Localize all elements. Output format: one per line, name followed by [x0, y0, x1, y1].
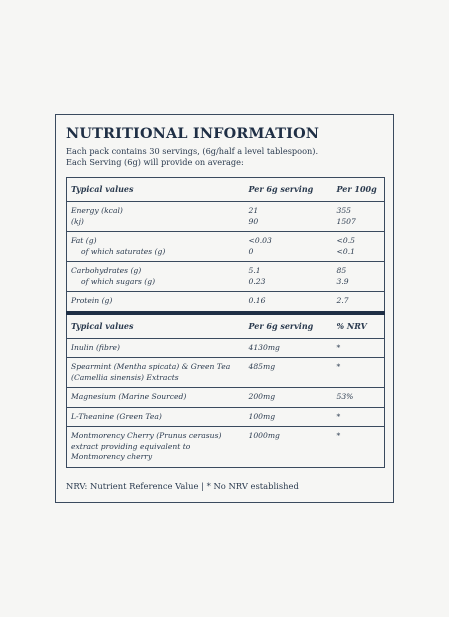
table-row-fat: [67, 232, 385, 262]
per100-value: <0.5: [336, 236, 355, 245]
serving-value: 90: [248, 216, 259, 226]
serving-value: 5.1: [248, 266, 261, 275]
per100-value: 355: [336, 206, 351, 215]
nrv-value: *: [336, 342, 341, 352]
per100-value: 85: [336, 266, 347, 275]
nrv-value: *: [336, 411, 341, 421]
col-header-per-serving: Per 6g serving: [248, 184, 314, 195]
table-row-magnesium: [67, 388, 385, 408]
row-label: Carbohydrates (g): [71, 266, 142, 275]
serving-value: 0.23: [248, 276, 266, 286]
serving-value: 4130mg: [248, 342, 280, 352]
row-label: Inulin (fibre): [71, 342, 120, 352]
per100-value: 3.9: [336, 276, 349, 286]
col-header-per-serving: Per 6g serving: [248, 320, 314, 331]
table1-header: [67, 178, 385, 202]
table-row-carbohydrates: [67, 262, 385, 292]
row-label: Fat (g): [71, 236, 97, 245]
table-row-spearmint: [67, 358, 385, 388]
row-label: Energy (kcal): [71, 206, 123, 215]
nutrition-table: [66, 177, 385, 468]
per100-value: 2.7: [336, 296, 349, 305]
row-label: Montmorency Cherry (Prunus cerasus) extract providing equivalent to Montmorency cherry: [71, 431, 222, 461]
row-label: Spearmint (Mentha spicata) & Green Tea (Camellia sinensis) Extracts: [71, 362, 231, 382]
serving-value: 485mg: [248, 362, 276, 371]
col-header-typical-values: Typical values: [71, 320, 134, 331]
intro-line-average: Each Serving (6g) will provide on average:: [66, 157, 244, 167]
per100-value: <0.1: [336, 246, 355, 256]
serving-value: 100mg: [248, 411, 276, 421]
nrv-footnote: NRV: Nutrient Reference Value | * No NRV established: [66, 481, 299, 491]
table-row-protein: [67, 292, 385, 313]
serving-value: 0: [248, 246, 254, 256]
table-row-montmorency-cherry: [67, 427, 385, 468]
row-label: Protein (g): [71, 296, 113, 305]
nrv-value: *: [336, 431, 341, 440]
row-sublabel: of which saturates (g): [81, 246, 166, 256]
serving-value: <0.03: [248, 236, 272, 245]
serving-value: 200mg: [248, 392, 276, 401]
table-row-l-theanine: [67, 407, 385, 427]
panel-title: NUTRITIONAL INFORMATION: [66, 125, 320, 142]
nrv-value: *: [336, 362, 341, 371]
row-sublabel: (kj): [71, 216, 84, 226]
nrv-value: 53%: [336, 392, 354, 401]
col-header-per-100g: Per 100g: [336, 184, 377, 195]
serving-value: 21: [248, 206, 259, 215]
table-row-energy: [67, 202, 385, 232]
col-header-typical-values: Typical values: [71, 184, 134, 195]
table-row-inulin: [67, 338, 385, 358]
per100-value: 1507: [336, 216, 356, 226]
table2-header: [67, 313, 385, 339]
intro-text: [66, 146, 318, 168]
intro-line-servings: Each pack contains 30 servings, (6g/half a level tablespoon).: [66, 146, 319, 156]
row-sublabel: of which sugars (g): [81, 276, 156, 286]
row-label: L-Theanine (Green Tea): [71, 411, 162, 421]
serving-value: 0.16: [248, 296, 266, 305]
nutrition-panel: [55, 114, 394, 503]
row-label: Magnesium (Marine Sourced): [71, 392, 187, 401]
serving-value: 1000mg: [248, 431, 280, 440]
col-header-nrv: % NRV: [336, 320, 367, 331]
